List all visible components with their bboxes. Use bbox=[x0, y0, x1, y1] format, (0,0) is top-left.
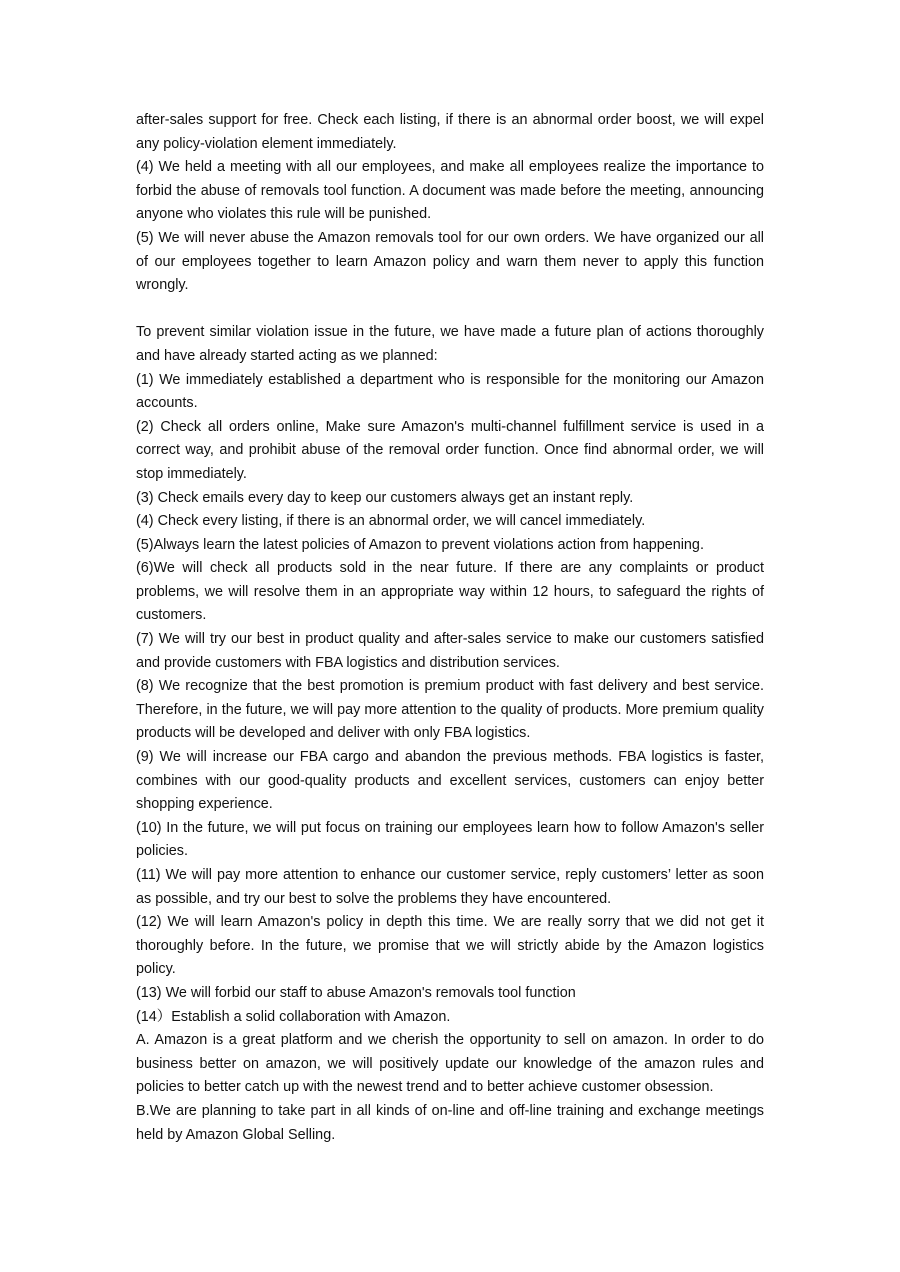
paragraph-after-sales-support: after-sales support for free. Check each listing, if there is an abnormal order boost, we will expel any policy-violation element immediately. bbox=[136, 112, 764, 152]
plan-item-14-a: A. Amazon is a great platform and we cherish the opportunity to sell on amazon. In order to do business better on amazon, we will positively update our knowledge of the amazon rules and policies to better catch up with the newest trend and to better achieve customer obsession. bbox=[136, 1032, 764, 1096]
plan-item-9: (9) We will increase our FBA cargo and abandon the previous methods. FBA logistics is faster, combines with our good-quality products and excellent services, customers can enjoy better shopping experience. bbox=[136, 749, 764, 813]
paragraph-item-4-meeting: (4) We held a meeting with all our employees, and make all employees realize the importance to forbid the abuse of removals tool function. A document was made before the meeting, announcing anyone who violates this rule will be punished. bbox=[136, 159, 764, 223]
plan-item-8: (8) We recognize that the best promotion is premium product with fast delivery and best service. Therefore, in the future, we will pay more attention to the quality of products. More premium quality products will be developed and deliver with only FBA logistics. bbox=[136, 678, 764, 742]
paragraph-future-plan-intro: To prevent similar violation issue in the future, we have made a future plan of actions thoroughly and have already started acting as we planned: bbox=[136, 324, 764, 364]
plan-item-1: (1) We immediately established a department who is responsible for the monitoring our Amazon accounts. bbox=[136, 371, 764, 412]
plan-item-13: (13) We will forbid our staff to abuse Amazon's removals tool function bbox=[136, 984, 576, 1001]
plan-item-2: (2) Check all orders online, Make sure Amazon's multi-channel fulfillment service is used in a correct way, and prohibit abuse of the removal order function. Once find abnormal order, we will stop immediately. bbox=[136, 418, 764, 482]
plan-item-7: (7) We will try our best in product quality and after-sales service to make our customers satisfied and provide customers with FBA logistics and distribution services. bbox=[136, 631, 764, 671]
plan-item-10: (10) In the future, we will put focus on training our employees learn how to follow Amazon's seller policies. bbox=[136, 819, 764, 860]
plan-item-3: (3) Check emails every day to keep our customers always get an instant reply. bbox=[136, 489, 634, 506]
plan-item-12: (12) We will learn Amazon's policy in depth this time. We are really sorry that we did not get it thoroughly before. In the future, we promise that we will strictly abide by the Amazon logistics policy. bbox=[136, 914, 764, 978]
plan-item-4: (4) Check every listing, if there is an abnormal order, we will cancel immediately. bbox=[136, 513, 646, 530]
plan-item-6: (6)We will check all products sold in the near future. If there are any complaints or product problems, we will resolve them in an appropriate way within 12 hours, to safeguard the rights of customers. bbox=[136, 560, 764, 624]
plan-item-14-b: B.We are planning to take part in all kinds of on-line and off-line training and exchange meetings held by Amazon Global Selling. bbox=[136, 1102, 764, 1143]
paragraph-item-5-removals-tool: (5) We will never abuse the Amazon removals tool for our own orders. We have organized our all of our employees together to learn Amazon policy and warn them never to apply this function wrongly. bbox=[136, 229, 764, 294]
plan-item-11: (11) We will pay more attention to enhance our customer service, reply customers’ letter as soon as possible, and try our best to solve the problems they have encountered. bbox=[136, 867, 764, 907]
document-body bbox=[136, 109, 764, 1147]
paragraph-spacer bbox=[136, 298, 764, 322]
plan-item-14: (14）Establish a solid collaboration with Amazon. bbox=[136, 1008, 451, 1025]
plan-item-5: (5)Always learn the latest policies of Amazon to prevent violations action from happening. bbox=[136, 536, 704, 553]
